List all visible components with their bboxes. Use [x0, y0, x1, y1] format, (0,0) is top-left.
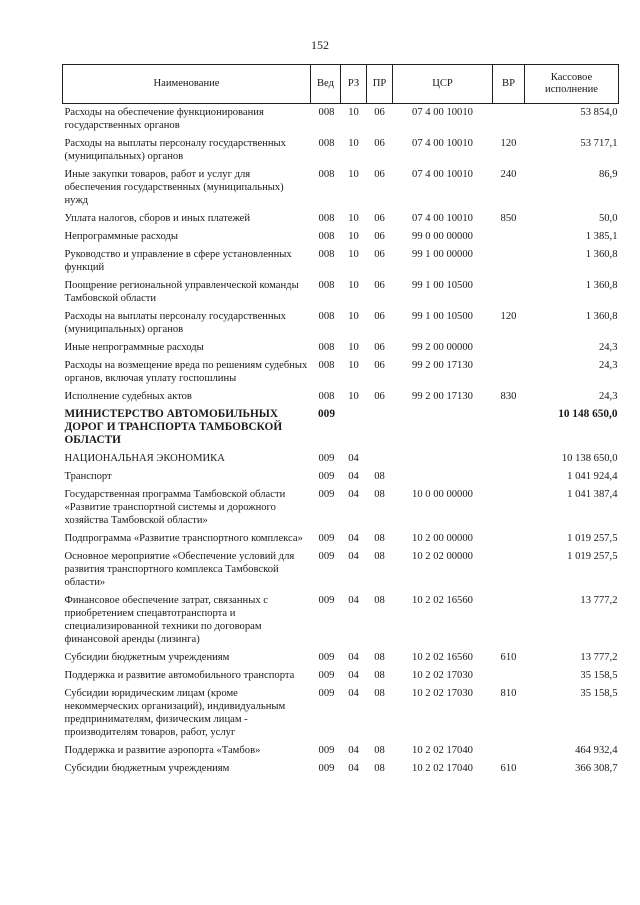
- cell-csr: 10 2 02 00000: [412, 551, 473, 562]
- cell-pr: 08: [374, 670, 385, 681]
- cell-csr: 10 2 02 16560: [412, 595, 473, 606]
- cell-rz: 04: [348, 551, 359, 562]
- cell-ved: 009: [318, 408, 335, 420]
- cell-name: Непрограммные расходы: [64, 231, 178, 242]
- page-number: 152: [311, 38, 329, 52]
- cell-amount: 1 041 924,4: [567, 471, 618, 482]
- cell-name: Финансовое обеспечение затрат, связанных с приобретением спецавтотранспорта и специализированной техники по договорам финансовой аренды (лизинга): [64, 595, 268, 645]
- cell-rz: 10: [348, 107, 359, 118]
- cell-vr: 610: [500, 763, 517, 774]
- cell-vr: [493, 450, 525, 468]
- cell-vr: [493, 246, 525, 277]
- budget-table-container: [62, 64, 618, 778]
- table-row: [63, 339, 619, 357]
- cell-vr: [493, 228, 525, 246]
- cell-pr: [367, 406, 393, 450]
- header-pr: ПР: [367, 65, 393, 104]
- table-row: [63, 277, 619, 308]
- cell-name: Расходы на выплаты персоналу государственных (муниципальных) органов: [64, 138, 286, 162]
- cell-csr: 99 1 00 00000: [412, 249, 473, 260]
- cell-pr: 06: [374, 169, 385, 180]
- cell-pr: 06: [374, 107, 385, 118]
- cell-amount: 13 777,2: [580, 652, 618, 663]
- cell-ved: 008: [318, 360, 335, 371]
- cell-vr: [493, 339, 525, 357]
- cell-pr: 06: [374, 311, 385, 322]
- cell-pr: 08: [374, 652, 385, 663]
- cell-name: Подпрограмма «Развитие транспортного комплекса»: [64, 533, 303, 544]
- cell-amount: 24,3: [598, 391, 618, 402]
- table-row: [63, 308, 619, 339]
- cell-amount: 10 148 650,0: [558, 408, 618, 420]
- cell-rz: 10: [348, 169, 359, 180]
- cell-pr: 06: [374, 391, 385, 402]
- cell-csr: 10 2 02 17030: [412, 688, 473, 699]
- cell-vr: 120: [500, 138, 517, 149]
- cell-name: Расходы на обеспечение функционирования государственных органов: [64, 107, 264, 131]
- cell-amount: 464 932,4: [575, 745, 618, 756]
- cell-ved: 009: [318, 533, 335, 544]
- cell-name: Субсидии бюджетным учреждениям: [64, 763, 230, 774]
- header-exec: Кассовое исполнение: [525, 65, 619, 104]
- cell-amount: 53 854,0: [580, 107, 618, 118]
- cell-vr: 610: [500, 652, 517, 663]
- cell-vr: 240: [500, 169, 517, 180]
- cell-vr: [493, 406, 525, 450]
- cell-name: Поддержка и развитие автомобильного транспорта: [64, 670, 295, 681]
- cell-name: Уплата налогов, сборов и иных платежей: [64, 213, 251, 224]
- cell-rz: 04: [348, 652, 359, 663]
- cell-pr: 08: [374, 688, 385, 699]
- cell-pr: 06: [374, 249, 385, 260]
- cell-vr: 830: [500, 391, 517, 402]
- cell-csr: 99 1 00 10500: [412, 280, 473, 291]
- cell-rz: 04: [348, 453, 359, 464]
- budget-table: [62, 64, 619, 778]
- cell-rz: 04: [348, 745, 359, 756]
- cell-rz: 04: [348, 533, 359, 544]
- cell-pr: 06: [374, 231, 385, 242]
- cell-csr: [393, 406, 493, 450]
- cell-amount: 1 360,8: [585, 311, 618, 322]
- cell-name: Исполнение судебных актов: [64, 391, 192, 402]
- table-row: [63, 548, 619, 592]
- cell-csr: 10 2 02 16560: [412, 652, 473, 663]
- table-row: [63, 685, 619, 742]
- table-header-row: [63, 65, 619, 104]
- cell-ved: 009: [318, 489, 335, 500]
- cell-csr: 10 2 02 17030: [412, 670, 473, 681]
- cell-ved: 009: [318, 471, 335, 482]
- cell-rz: 10: [348, 360, 359, 371]
- cell-amount: 24,3: [598, 360, 618, 371]
- cell-ved: 009: [318, 688, 335, 699]
- cell-ved: 008: [318, 342, 335, 353]
- table-row: [63, 530, 619, 548]
- cell-pr: 06: [374, 360, 385, 371]
- table-body: [63, 104, 619, 779]
- cell-csr: 07 4 00 10010: [412, 107, 473, 118]
- header-ved: Вед: [311, 65, 341, 104]
- table-row: [63, 667, 619, 685]
- cell-csr: [393, 468, 493, 486]
- cell-csr: 07 4 00 10010: [412, 213, 473, 224]
- cell-amount: 1 360,8: [585, 249, 618, 260]
- cell-rz: 04: [348, 763, 359, 774]
- cell-amount: 86,9: [598, 169, 618, 180]
- cell-amount: 366 308,7: [575, 763, 618, 774]
- cell-ved: 008: [318, 169, 335, 180]
- table-row: [63, 166, 619, 210]
- cell-rz: 04: [348, 471, 359, 482]
- cell-csr: 99 2 00 17130: [412, 360, 473, 371]
- cell-name: Расходы на возмещение вреда по решениям судебных органов, включая уплату госпошлины: [64, 360, 308, 384]
- table-row: [63, 592, 619, 649]
- cell-name: Субсидии юридическим лицам (кроме некоммерческих организаций), индивидуальным предпринимателям, физическим лицам - производителям товаров, работ, услуг: [64, 688, 286, 738]
- table-row: [63, 246, 619, 277]
- cell-rz: 10: [348, 231, 359, 242]
- cell-pr: 06: [374, 213, 385, 224]
- header-csr: ЦСР: [393, 65, 493, 104]
- cell-ved: 008: [318, 391, 335, 402]
- cell-rz: 04: [348, 489, 359, 500]
- cell-rz: 10: [348, 280, 359, 291]
- cell-csr: [393, 450, 493, 468]
- cell-pr: 08: [374, 763, 385, 774]
- cell-csr: 10 2 00 00000: [412, 533, 473, 544]
- cell-vr: [493, 530, 525, 548]
- cell-ved: 009: [318, 745, 335, 756]
- cell-ved: 008: [318, 311, 335, 322]
- cell-pr: 06: [374, 342, 385, 353]
- cell-vr: 120: [500, 311, 517, 322]
- cell-ved: 009: [318, 595, 335, 606]
- header-name: Наименование: [63, 65, 311, 104]
- cell-rz: 10: [348, 138, 359, 149]
- table-row: [63, 135, 619, 166]
- cell-amount: 1 041 387,4: [567, 489, 618, 500]
- cell-csr: 99 1 00 10500: [412, 311, 473, 322]
- cell-pr: 08: [374, 745, 385, 756]
- cell-ved: 009: [318, 670, 335, 681]
- cell-csr: 99 0 00 00000: [412, 231, 473, 242]
- table-row: [63, 406, 619, 450]
- cell-vr: [493, 548, 525, 592]
- cell-rz: 04: [348, 670, 359, 681]
- cell-rz: 10: [348, 342, 359, 353]
- cell-vr: [493, 277, 525, 308]
- cell-ved: 008: [318, 280, 335, 291]
- cell-amount: 10 138 650,0: [561, 453, 618, 464]
- cell-rz: 04: [348, 688, 359, 699]
- cell-amount: 1 385,1: [585, 231, 618, 242]
- cell-pr: 08: [374, 471, 385, 482]
- table-row: [63, 649, 619, 667]
- cell-ved: 008: [318, 107, 335, 118]
- cell-vr: [493, 742, 525, 760]
- header-rz: РЗ: [341, 65, 367, 104]
- cell-amount: 1 019 257,5: [567, 551, 618, 562]
- cell-pr: 08: [374, 489, 385, 500]
- cell-csr: 99 2 00 00000: [412, 342, 473, 353]
- cell-name: Основное мероприятие «Обеспечение условий для развития транспортного комплекса Тамбовской области»: [64, 551, 295, 588]
- table-row: [63, 486, 619, 530]
- cell-pr: 06: [374, 138, 385, 149]
- cell-vr: 850: [500, 213, 517, 224]
- cell-pr: 08: [374, 595, 385, 606]
- cell-vr: [493, 468, 525, 486]
- header-vr: ВР: [493, 65, 525, 104]
- cell-vr: [493, 486, 525, 530]
- cell-rz: 10: [348, 249, 359, 260]
- cell-pr: [367, 450, 393, 468]
- cell-name: МИНИСТЕРСТВО АВТОМОБИЛЬНЫХ ДОРОГ И ТРАНСПОРТА ТАМБОВСКОЙ ОБЛАСТИ: [64, 408, 283, 446]
- cell-csr: 10 2 02 17040: [412, 745, 473, 756]
- cell-rz: 04: [348, 595, 359, 606]
- cell-pr: 08: [374, 533, 385, 544]
- cell-amount: 35 158,5: [580, 670, 618, 681]
- cell-csr: 07 4 00 10010: [412, 169, 473, 180]
- cell-ved: 009: [318, 453, 335, 464]
- cell-csr: 10 0 00 00000: [412, 489, 473, 500]
- cell-name: Расходы на выплаты персоналу государственных (муниципальных) органов: [64, 311, 286, 335]
- cell-csr: 99 2 00 17130: [412, 391, 473, 402]
- cell-csr: 10 2 02 17040: [412, 763, 473, 774]
- cell-vr: [493, 104, 525, 136]
- cell-vr: [493, 667, 525, 685]
- cell-amount: 53 717,1: [580, 138, 618, 149]
- cell-pr: 08: [374, 551, 385, 562]
- table-row: [63, 450, 619, 468]
- cell-ved: 008: [318, 249, 335, 260]
- cell-csr: 07 4 00 10010: [412, 138, 473, 149]
- cell-amount: 1 019 257,5: [567, 533, 618, 544]
- cell-name: Иные непрограммные расходы: [64, 342, 204, 353]
- cell-ved: 008: [318, 213, 335, 224]
- cell-name: Субсидии бюджетным учреждениям: [64, 652, 230, 663]
- cell-amount: 50,0: [598, 213, 618, 224]
- cell-name: Руководство и управление в сфере установленных функций: [64, 249, 292, 273]
- table-row: [63, 388, 619, 406]
- cell-ved: 008: [318, 231, 335, 242]
- cell-vr: [493, 592, 525, 649]
- cell-ved: 009: [318, 551, 335, 562]
- cell-name: Государственная программа Тамбовской области «Развитие транспортной системы и дорожного хозяйства Тамбовской области»: [64, 489, 286, 526]
- table-row: [63, 228, 619, 246]
- cell-name: Иные закупки товаров, работ и услуг для обеспечения государственных (муниципальных) нужд: [64, 169, 284, 206]
- table-row: [63, 760, 619, 778]
- cell-name: НАЦИОНАЛЬНАЯ ЭКОНОМИКА: [64, 453, 225, 464]
- cell-rz: 10: [348, 391, 359, 402]
- cell-name: Транспорт: [64, 471, 112, 482]
- cell-rz: 10: [348, 311, 359, 322]
- cell-amount: 1 360,8: [585, 280, 618, 291]
- table-row: [63, 104, 619, 136]
- cell-name: Поощрение региональной управленческой команды Тамбовской области: [64, 280, 299, 304]
- cell-name: Поддержка и развитие аэропорта «Тамбов»: [64, 745, 261, 756]
- cell-amount: 24,3: [598, 342, 618, 353]
- cell-rz: [341, 406, 367, 450]
- cell-pr: 06: [374, 280, 385, 291]
- cell-ved: 009: [318, 652, 335, 663]
- table-row: [63, 468, 619, 486]
- table-row: [63, 357, 619, 388]
- table-row: [63, 742, 619, 760]
- cell-rz: 10: [348, 213, 359, 224]
- cell-ved: 008: [318, 138, 335, 149]
- cell-vr: [493, 357, 525, 388]
- cell-amount: 35 158,5: [580, 688, 618, 699]
- cell-ved: 009: [318, 763, 335, 774]
- cell-vr: 810: [500, 688, 517, 699]
- cell-amount: 13 777,2: [580, 595, 618, 606]
- table-row: [63, 210, 619, 228]
